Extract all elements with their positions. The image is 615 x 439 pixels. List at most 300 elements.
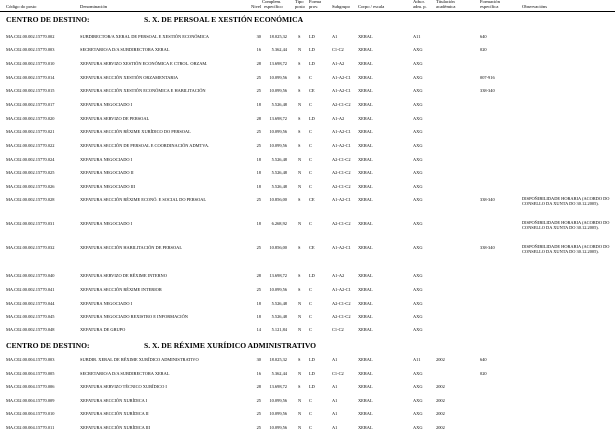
cell-administration-assignment: AXG	[413, 221, 423, 226]
table-row	[0, 88, 615, 98]
cell-level: 28	[256, 116, 261, 121]
cell-corps-scale: XERAL	[358, 357, 373, 362]
cell-post-type: N	[298, 371, 302, 376]
cell-specific-complement: 5.526,48	[271, 301, 287, 306]
cell-post-code: MA.C02.00.002.15770.014	[6, 75, 55, 80]
table-row	[0, 116, 615, 126]
cell-specific-complement: 18.025,32	[269, 357, 287, 362]
table-row	[0, 398, 615, 408]
cell-specific-complement: 10.856,00	[269, 245, 287, 250]
cell-post-code: MA.C02.00.002.15770.020	[6, 116, 55, 121]
cell-corps-scale: XERAL	[358, 314, 373, 319]
cell-level: 18	[256, 301, 261, 306]
cell-post-type: N	[298, 102, 302, 107]
cell-corps-scale: XERAL	[358, 184, 373, 189]
cell-subgroup: A1-A2-C1	[332, 245, 351, 250]
col-header-corpo: Corpo / escala	[358, 4, 385, 9]
cell-specific-complement: 5.121,84	[271, 327, 287, 332]
cell-post-code: MA.C02.00.002.15770.015	[6, 88, 55, 93]
cell-post-name: XEFATURA SECCIÓN XURÍDICA II	[80, 411, 149, 416]
cell-corps-scale: XERAL	[358, 398, 373, 403]
cell-academic-degree: 2002	[436, 425, 445, 430]
cell-corps-scale: XERAL	[358, 384, 373, 389]
cell-corps-scale: XERAL	[358, 47, 373, 52]
cell-post-type: N	[298, 47, 302, 52]
cell-level: 25	[256, 88, 261, 93]
cell-level: 25	[256, 287, 261, 292]
cell-post-name: SUBDIRECTOR/A XERAL DE PERSOAL E XESTIÓN ECONÓMICA	[80, 34, 209, 39]
cell-post-code: MA.C02.00.002.15770.031	[6, 221, 55, 226]
cell-post-name: XEFATURA SECCIÓN DE PERSOAL E COORDINACIÓN ADMTVA.	[80, 143, 210, 148]
cell-corps-scale: XERAL	[358, 411, 373, 416]
cell-provision-form: C	[309, 184, 312, 189]
cell-post-code: MA.C02.00.002.15770.010	[6, 61, 55, 66]
col-header-tipo-2: posto	[295, 4, 305, 9]
cell-provision-form: LD	[309, 273, 315, 278]
cell-post-code: MA.C02.00.002.15770.045	[6, 314, 55, 319]
cell-post-type: N	[298, 157, 302, 162]
cell-administration-assignment: A11	[413, 34, 421, 39]
col-header-formacion-1: Formación	[480, 0, 500, 4]
cell-post-type: S	[298, 357, 301, 362]
cell-post-code: MA.C02.00.002.15770.048	[6, 327, 55, 332]
cell-level: 25	[256, 425, 261, 430]
cell-post-code: MA.C02.00.004.15770.005	[6, 371, 55, 376]
cell-administration-assignment: AXG	[413, 314, 423, 319]
cell-post-code: MA.C02.00.002.15770.026	[6, 184, 55, 189]
table-row	[0, 411, 615, 421]
cell-specific-complement: 10.856,00	[269, 197, 287, 202]
cell-provision-form: CE	[309, 245, 315, 250]
section-name: S. X. DE PERSOAL E XESTIÓN ECONÓMICA	[144, 15, 304, 24]
cell-specific-complement: 10.099,56	[269, 425, 287, 430]
cell-specific-training: 338-340	[480, 245, 495, 250]
cell-corps-scale: XERAL	[358, 88, 373, 93]
cell-post-name: SUBDIR. XERAL DE RÉXIME XURÍDICO ADMINISTRATIVO	[80, 357, 199, 362]
cell-subgroup: A2-C1-C2	[332, 102, 351, 107]
cell-subgroup: C1-C2	[332, 371, 344, 376]
cell-specific-complement: 5.526,48	[271, 102, 287, 107]
cell-post-code: MA.C02.00.002.15770.025	[6, 170, 55, 175]
cell-level: 25	[256, 245, 261, 250]
cell-level: 30	[256, 34, 261, 39]
cell-level: 25	[256, 143, 261, 148]
col-header-tipo-1: Tipo	[295, 0, 304, 4]
cell-administration-assignment: AXG	[413, 102, 423, 107]
cell-specific-complement: 13.698,72	[269, 273, 287, 278]
cell-post-type: N	[298, 184, 302, 189]
cell-administration-assignment: AXG	[413, 273, 423, 278]
cell-post-code: MA.C02.00.004.15770.009	[6, 398, 55, 403]
col-header-forma-1: Forma	[309, 0, 321, 4]
cell-post-code: MA.C02.00.002.15770.041	[6, 287, 55, 292]
header-rule	[0, 11, 615, 12]
cell-post-type: S	[298, 129, 301, 134]
cell-specific-complement: 10.099,56	[269, 398, 287, 403]
section-label: CENTRO DE DESTINO:	[6, 15, 90, 24]
cell-post-name: XEFATURA SERVIZO XESTIÓN ECONÓMICA E CTROL. ORZAM.	[80, 61, 208, 66]
cell-post-type: S	[298, 197, 301, 202]
table-row	[0, 197, 615, 207]
cell-post-type: S	[298, 88, 301, 93]
cell-observations: DISPOÑIBILIDADE HORARIA (ACORDO DO CONSELLO DA XUNTA DO 30.12.2005).	[522, 244, 610, 254]
cell-specific-complement: 13.698,72	[269, 116, 287, 121]
cell-corps-scale: XERAL	[358, 129, 373, 134]
cell-specific-complement: 10.099,56	[269, 88, 287, 93]
cell-corps-scale: XERAL	[358, 287, 373, 292]
cell-administration-assignment: AXG	[413, 75, 423, 80]
cell-specific-training: 640	[480, 357, 487, 362]
cell-corps-scale: XERAL	[358, 143, 373, 148]
col-header-observacions: Observacións	[522, 4, 548, 9]
table-row	[0, 61, 615, 71]
cell-specific-training: 338-340	[480, 197, 495, 202]
cell-post-name: SECRETARIO/A D/A SUBDIRECTORA XERAL	[80, 371, 170, 376]
cell-provision-form: C	[309, 287, 312, 292]
cell-corps-scale: XERAL	[358, 34, 373, 39]
cell-post-code: MA.C02.00.002.15770.003	[6, 47, 55, 52]
table-row	[0, 129, 615, 139]
cell-post-type: N	[298, 327, 302, 332]
cell-provision-form: C	[309, 398, 312, 403]
cell-post-type: N	[298, 398, 302, 403]
cell-post-code: MA.C02.00.004.15770.010	[6, 411, 55, 416]
cell-specific-training: 007-916	[480, 75, 495, 80]
cell-level: 28	[256, 384, 261, 389]
cell-academic-degree: 2002	[436, 384, 445, 389]
cell-post-type: S	[298, 273, 301, 278]
cell-administration-assignment: AXG	[413, 245, 423, 250]
cell-specific-complement: 10.099,56	[269, 129, 287, 134]
cell-specific-complement: 5.526,48	[271, 314, 287, 319]
cell-observations: DISPOÑIBILIDADE HORARIA (ACORDO DO CONSELLO DA XUNTA DO 30.12.2005).	[522, 196, 610, 206]
cell-corps-scale: XERAL	[358, 102, 373, 107]
cell-post-name: XEFATURA SECCIÓN XURÍDICA I	[80, 398, 148, 403]
col-header-adscr-2: adm. p.	[413, 4, 427, 9]
section-name: S. X. DE RÉXIME XURÍDICO ADMINISTRATIVO	[144, 341, 317, 350]
table-row	[0, 301, 615, 311]
cell-post-code: MA.C02.00.002.15770.040	[6, 273, 55, 278]
cell-corps-scale: XERAL	[358, 221, 373, 226]
col-header-denominacion: Denominación	[80, 4, 108, 9]
cell-post-name: XEFATURA NEGOCIADO REXISTRO E INFORMACIÓN	[80, 314, 188, 319]
cell-post-name: XEFATURA SECCIÓN XESTIÓN ECONÓMICA E HABILITACIÓN	[80, 88, 206, 93]
col-header-formacion-2: específica	[480, 4, 499, 9]
cell-specific-complement: 10.099,56	[269, 411, 287, 416]
cell-post-type: N	[298, 314, 302, 319]
section-label: CENTRO DE DESTINO:	[6, 341, 90, 350]
cell-post-name: XEFATURA SERVIZO DE RÉXIME INTERNO	[80, 273, 167, 278]
cell-specific-complement: 13.698,72	[269, 61, 287, 66]
cell-administration-assignment: AXG	[413, 411, 423, 416]
cell-specific-complement: 5.362,44	[271, 371, 287, 376]
cell-post-name: XEFATURA SECCIÓN RÉXIME XURÍDICO DO PERSOAL	[80, 129, 191, 134]
cell-post-name: XEFATURA NEGOCIADO I	[80, 301, 133, 306]
cell-provision-form: CE	[309, 197, 315, 202]
cell-provision-form: C	[309, 301, 312, 306]
cell-academic-degree: 2002	[436, 398, 445, 403]
cell-provision-form: C	[309, 129, 312, 134]
section-heading	[6, 15, 304, 24]
cell-corps-scale: XERAL	[358, 116, 373, 121]
cell-subgroup: A2-C1-C2	[332, 314, 351, 319]
table-row	[0, 221, 615, 231]
cell-subgroup: A2-C1-C2	[332, 170, 351, 175]
cell-post-code: MA.C02.00.004.15770.006	[6, 384, 55, 389]
cell-post-type: S	[298, 116, 301, 121]
cell-level: 18	[256, 314, 261, 319]
cell-subgroup: A1-A2	[332, 116, 345, 121]
cell-administration-assignment: AXG	[413, 88, 423, 93]
cell-administration-assignment: AXG	[413, 47, 423, 52]
cell-corps-scale: XERAL	[358, 75, 373, 80]
table-row	[0, 371, 615, 381]
cell-corps-scale: XERAL	[358, 327, 373, 332]
table-row	[0, 157, 615, 167]
cell-administration-assignment: AXG	[413, 157, 423, 162]
table-row	[0, 287, 615, 297]
cell-provision-form: C	[309, 143, 312, 148]
table-row	[0, 357, 615, 367]
cell-subgroup: A1-A2-C1	[332, 287, 351, 292]
cell-level: 25	[256, 129, 261, 134]
col-header-complem-2: específico	[264, 4, 283, 9]
col-header-forma-2: prov.	[309, 4, 319, 9]
cell-provision-form: LD	[309, 116, 315, 121]
cell-administration-assignment: AXG	[413, 197, 423, 202]
cell-post-type: S	[298, 384, 301, 389]
cell-academic-degree: 2002	[436, 357, 445, 362]
cell-level: 30	[256, 357, 261, 362]
cell-corps-scale: XERAL	[358, 170, 373, 175]
cell-subgroup: A2-C1-C2	[332, 157, 351, 162]
cell-corps-scale: XERAL	[358, 197, 373, 202]
cell-corps-scale: XERAL	[358, 245, 373, 250]
cell-provision-form: C	[309, 170, 312, 175]
cell-level: 18	[256, 221, 261, 226]
cell-observations: DISPOÑIBILIDADE HORARIA (ACORDO DO CONSELLO DA XUNTA DO 30.12.2005).	[522, 220, 610, 230]
cell-specific-complement: 13.698,72	[269, 384, 287, 389]
table-row	[0, 143, 615, 153]
table-row	[0, 425, 615, 435]
col-header-subgrupo: Subgrupo	[332, 4, 350, 9]
cell-post-name: XEFATURA NEGOCIADO I	[80, 157, 133, 162]
table-row	[0, 102, 615, 112]
cell-specific-complement: 5.526,48	[271, 157, 287, 162]
cell-specific-complement: 6.268,92	[271, 221, 287, 226]
cell-provision-form: C	[309, 75, 312, 80]
cell-administration-assignment: AXG	[413, 129, 423, 134]
cell-subgroup: C1-C2	[332, 327, 344, 332]
table-row	[0, 47, 615, 57]
cell-post-code: MA.C02.00.002.15770.002	[6, 34, 55, 39]
cell-provision-form: C	[309, 327, 312, 332]
table-row	[0, 245, 615, 255]
col-header-nivel: Nivel	[251, 4, 262, 9]
cell-level: 25	[256, 197, 261, 202]
cell-level: 18	[256, 184, 261, 189]
table-row	[0, 184, 615, 194]
cell-post-code: MA.C02.00.002.15770.017	[6, 102, 55, 107]
cell-level: 16	[256, 371, 261, 376]
cell-post-code: MA.C02.00.004.15770.011	[6, 425, 55, 430]
cell-subgroup: C1-C2	[332, 47, 344, 52]
cell-provision-form: LD	[309, 384, 315, 389]
cell-subgroup: A2-C1-C2	[332, 184, 351, 189]
cell-provision-form: LD	[309, 357, 315, 362]
cell-post-type: S	[298, 245, 301, 250]
cell-provision-form: LD	[309, 61, 315, 66]
table-row	[0, 34, 615, 44]
cell-post-type: S	[298, 143, 301, 148]
cell-academic-degree: 2002	[436, 411, 445, 416]
cell-level: 25	[256, 411, 261, 416]
cell-post-code: MA.C02.00.002.15770.021	[6, 129, 55, 134]
cell-post-type: N	[298, 301, 302, 306]
cell-corps-scale: XERAL	[358, 61, 373, 66]
cell-administration-assignment: AXG	[413, 425, 423, 430]
cell-level: 18	[256, 157, 261, 162]
col-header-codigo: Código do posto	[6, 4, 37, 9]
cell-administration-assignment: AXG	[413, 116, 423, 121]
cell-post-name: XEFATURA SERVIZO TÉCNICO XURÍDICO I	[80, 384, 167, 389]
cell-corps-scale: XERAL	[358, 273, 373, 278]
cell-subgroup: A1-A2-C1	[332, 197, 351, 202]
cell-specific-training: 020	[480, 47, 487, 52]
cell-provision-form: LD	[309, 47, 315, 52]
cell-specific-complement: 10.099,56	[269, 287, 287, 292]
cell-provision-form: LD	[309, 371, 315, 376]
table-row	[0, 384, 615, 394]
cell-provision-form: C	[309, 425, 312, 430]
cell-provision-form: C	[309, 221, 312, 226]
cell-specific-complement: 10.099,56	[269, 143, 287, 148]
cell-post-name: XEFATURA NEGOCIADO III	[80, 184, 136, 189]
cell-subgroup: A1	[332, 411, 338, 416]
cell-corps-scale: XERAL	[358, 425, 373, 430]
cell-post-code: MA.C02.00.002.15770.024	[6, 157, 55, 162]
cell-subgroup: A2-C1-C2	[332, 221, 351, 226]
cell-subgroup: A1-A2-C1	[332, 143, 351, 148]
cell-provision-form: CE	[309, 88, 315, 93]
cell-administration-assignment: AXG	[413, 61, 423, 66]
cell-administration-assignment: AXG	[413, 301, 423, 306]
cell-corps-scale: XERAL	[358, 371, 373, 376]
cell-specific-complement: 5.526,48	[271, 184, 287, 189]
table-row	[0, 75, 615, 85]
cell-administration-assignment: AXG	[413, 170, 423, 175]
cell-level: 28	[256, 61, 261, 66]
cell-subgroup: A1-A2-C1	[332, 129, 351, 134]
cell-level: 18	[256, 170, 261, 175]
cell-subgroup: A1-A2-C1	[332, 75, 351, 80]
cell-post-type: S	[298, 287, 301, 292]
cell-administration-assignment: A11	[413, 357, 421, 362]
col-header-adscr-1: Adscr.	[413, 0, 425, 4]
cell-post-name: XEFATURA DE GRUPO	[80, 327, 126, 332]
cell-subgroup: A1	[332, 34, 338, 39]
cell-administration-assignment: AXG	[413, 371, 423, 376]
section-heading	[6, 341, 317, 350]
cell-post-name: XEFATURA NEGOCIADO I	[80, 221, 133, 226]
cell-specific-complement: 18.025,32	[269, 34, 287, 39]
cell-administration-assignment: AXG	[413, 327, 423, 332]
table-row	[0, 273, 615, 283]
cell-post-name: XEFATURA SECCIÓN RÉXIME ECONÓ. E SOCIAL DO PERSOAL	[80, 197, 207, 202]
cell-post-type: N	[298, 425, 302, 430]
cell-post-name: XEFATURA SECCIÓN RÉXIME INTERIOR	[80, 287, 162, 292]
cell-post-type: S	[298, 61, 301, 66]
cell-subgroup: A1	[332, 398, 338, 403]
cell-post-type: S	[298, 34, 301, 39]
table-row	[0, 314, 615, 324]
cell-level: 25	[256, 75, 261, 80]
cell-subgroup: A1-A2	[332, 61, 345, 66]
cell-post-name: XEFATURA SERVIZO DE PERSOAL	[80, 116, 150, 121]
cell-post-name: XEFATURA NEGOCIADO II	[80, 170, 134, 175]
cell-post-name: SECRETARIO/A D/A SUBDIRECTORA XERAL	[80, 47, 170, 52]
table-row	[0, 327, 615, 337]
cell-level: 16	[256, 47, 261, 52]
cell-subgroup: A2-C1-C2	[332, 301, 351, 306]
cell-level: 28	[256, 273, 261, 278]
cell-post-type: N	[298, 221, 302, 226]
cell-specific-training: 640	[480, 34, 487, 39]
cell-administration-assignment: AXG	[413, 398, 423, 403]
cell-level: 14	[256, 327, 261, 332]
cell-post-name: XEFATURA SECCIÓN XURÍDICA III	[80, 425, 151, 430]
cell-provision-form: LD	[309, 34, 315, 39]
cell-post-name: XEFATURA NEGOCIADO I	[80, 102, 133, 107]
cell-provision-form: C	[309, 314, 312, 319]
cell-level: 25	[256, 398, 261, 403]
cell-post-name: XEFATURA SECCIÓN HABILITACIÓN DE PERSOAL	[80, 245, 183, 250]
cell-provision-form: C	[309, 411, 312, 416]
cell-post-type: N	[298, 170, 302, 175]
cell-post-code: MA.C02.00.004.15770.003	[6, 357, 55, 362]
cell-corps-scale: XERAL	[358, 157, 373, 162]
cell-post-code: MA.C02.00.002.15770.032	[6, 245, 55, 250]
cell-administration-assignment: AXG	[413, 143, 423, 148]
cell-provision-form: C	[309, 157, 312, 162]
cell-post-code: MA.C02.00.002.15770.044	[6, 301, 55, 306]
table-row	[0, 170, 615, 180]
cell-post-type: N	[298, 411, 302, 416]
cell-post-type: S	[298, 75, 301, 80]
cell-specific-training: 338-340	[480, 88, 495, 93]
cell-administration-assignment: AXG	[413, 287, 423, 292]
col-header-titulacion-2: académica	[436, 4, 456, 9]
col-header-complem-1: Complem.	[262, 0, 282, 4]
cell-administration-assignment: AXG	[413, 184, 423, 189]
col-header-titulacion-1: Titulación	[436, 0, 455, 4]
cell-provision-form: C	[309, 102, 312, 107]
cell-corps-scale: XERAL	[358, 301, 373, 306]
cell-subgroup: A1	[332, 425, 338, 430]
cell-level: 18	[256, 102, 261, 107]
cell-specific-complement: 5.526,48	[271, 170, 287, 175]
cell-subgroup: A1	[332, 384, 338, 389]
cell-specific-complement: 5.362,44	[271, 47, 287, 52]
cell-post-code: MA.C02.00.002.15770.022	[6, 143, 55, 148]
cell-post-code: MA.C02.00.002.15770.028	[6, 197, 55, 202]
cell-subgroup: A1-A2-C1	[332, 88, 351, 93]
cell-specific-training: 020	[480, 371, 487, 376]
cell-subgroup: A1	[332, 357, 338, 362]
cell-specific-complement: 10.099,56	[269, 75, 287, 80]
cell-post-name: XEFATURA SECCIÓN XESTIÓN ORZAMENTARIA	[80, 75, 178, 80]
cell-administration-assignment: AXG	[413, 384, 423, 389]
